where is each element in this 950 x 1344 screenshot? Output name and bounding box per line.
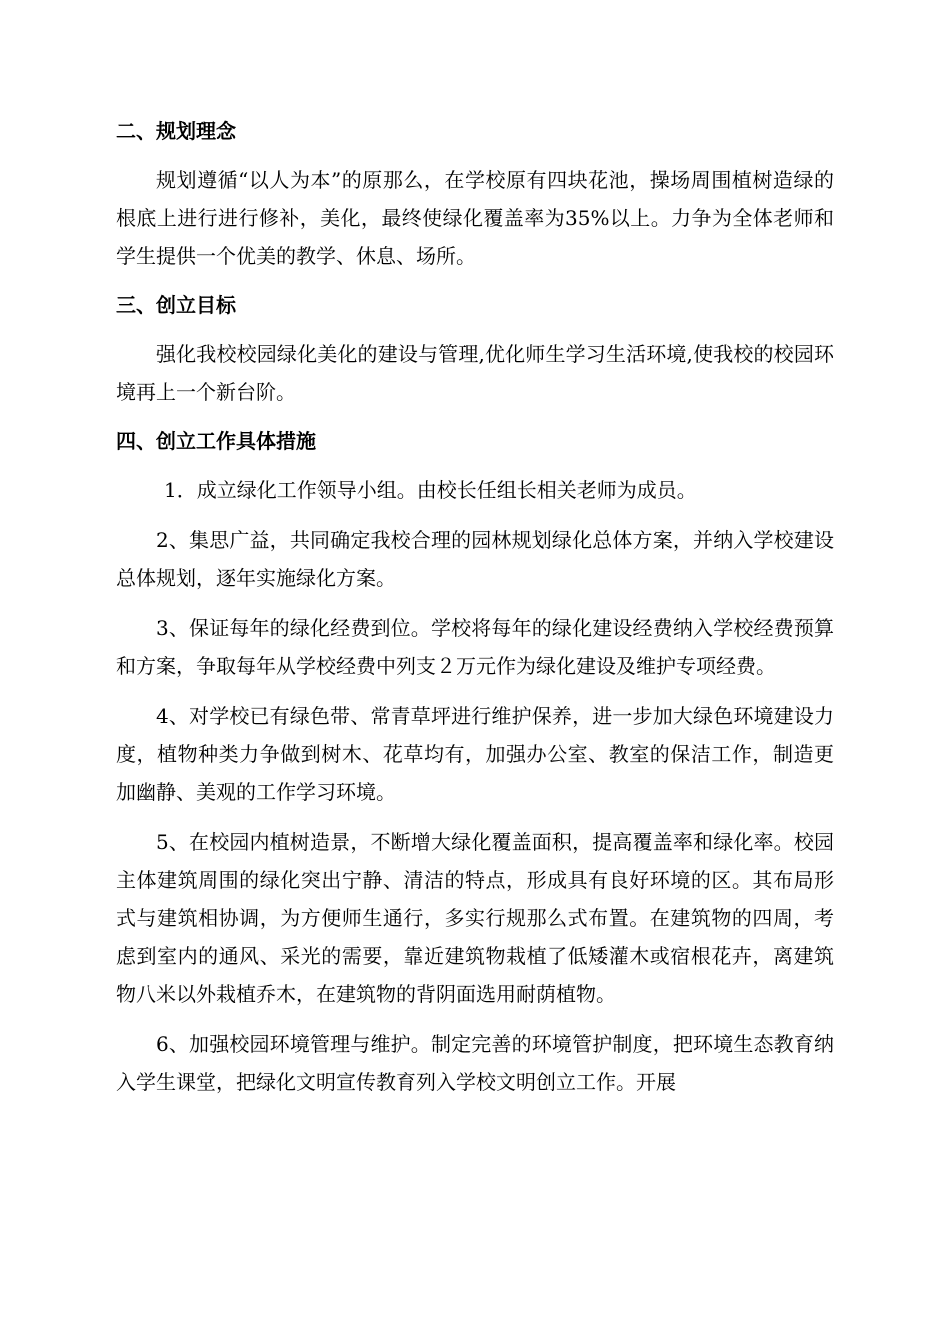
document-body	[116, 113, 834, 1113]
paragraph-goals: 强化我校校园绿化美化的建设与管理,优化师生学习生活环境,使我校的校园环境再上一个新台阶。	[116, 342, 834, 404]
list-item: 2、集思广益，共同确定我校合理的园林规划绿化总体方案，并纳入学校建设总体规划，逐年实施绿化方案。	[116, 528, 834, 590]
section-heading-goals: 三、创立目标	[116, 293, 236, 317]
section-heading-planning-concept: 二、规划理念	[116, 119, 236, 143]
list-item: 1．成立绿化工作领导小组。由校长任组长相关老师为成员。	[164, 478, 697, 502]
paragraph-planning-concept: 规划遵循“以人为本”的原那么，在学校原有四块花池，操场周围植树造绿的根底上进行进行修补，美化，最终使绿化覆盖率为35%以上。力争为全体老师和学生提供一个优美的教学、休息、场所。	[116, 168, 834, 268]
list-item: 5、在校园内植树造景，不断增大绿化覆盖面积，提高覆盖率和绿化率。校园主体建筑周围的绿化突出宁静、清洁的特点，形成具有良好环境的区。其布局形式与建筑相协调，为方便师生通行，多实行规那么式布置。在建筑物的四周，考虑到室内的通风、采光的需要，靠近建筑物栽植了低矮灌木或宿根花卉，离建筑物八米以外栽植乔木，在建筑物的背阴面选用耐荫植物。	[116, 830, 834, 1006]
list-item: 4、对学校已有绿色带、常青草坪进行维护保养，进一步加大绿色环境建设力度，植物种类力争做到树木、花草均有，加强办公室、教室的保洁工作，制造更加幽静、美观的工作学习环境。	[116, 704, 834, 804]
section-heading-measures: 四、创立工作具体措施	[116, 429, 316, 453]
list-item: 3、保证每年的绿化经费到位。学校将每年的绿化建设经费纳入学校经费预算和方案，争取每年从学校经费中列支２万元作为绿化建设及维护专项经费。	[116, 616, 834, 678]
list-item: 6、加强校园环境管理与维护。制定完善的环境管护制度，把环境生态教育纳入学生课堂，把绿化文明宣传教育列入学校文明创立工作。开展	[116, 1032, 834, 1094]
